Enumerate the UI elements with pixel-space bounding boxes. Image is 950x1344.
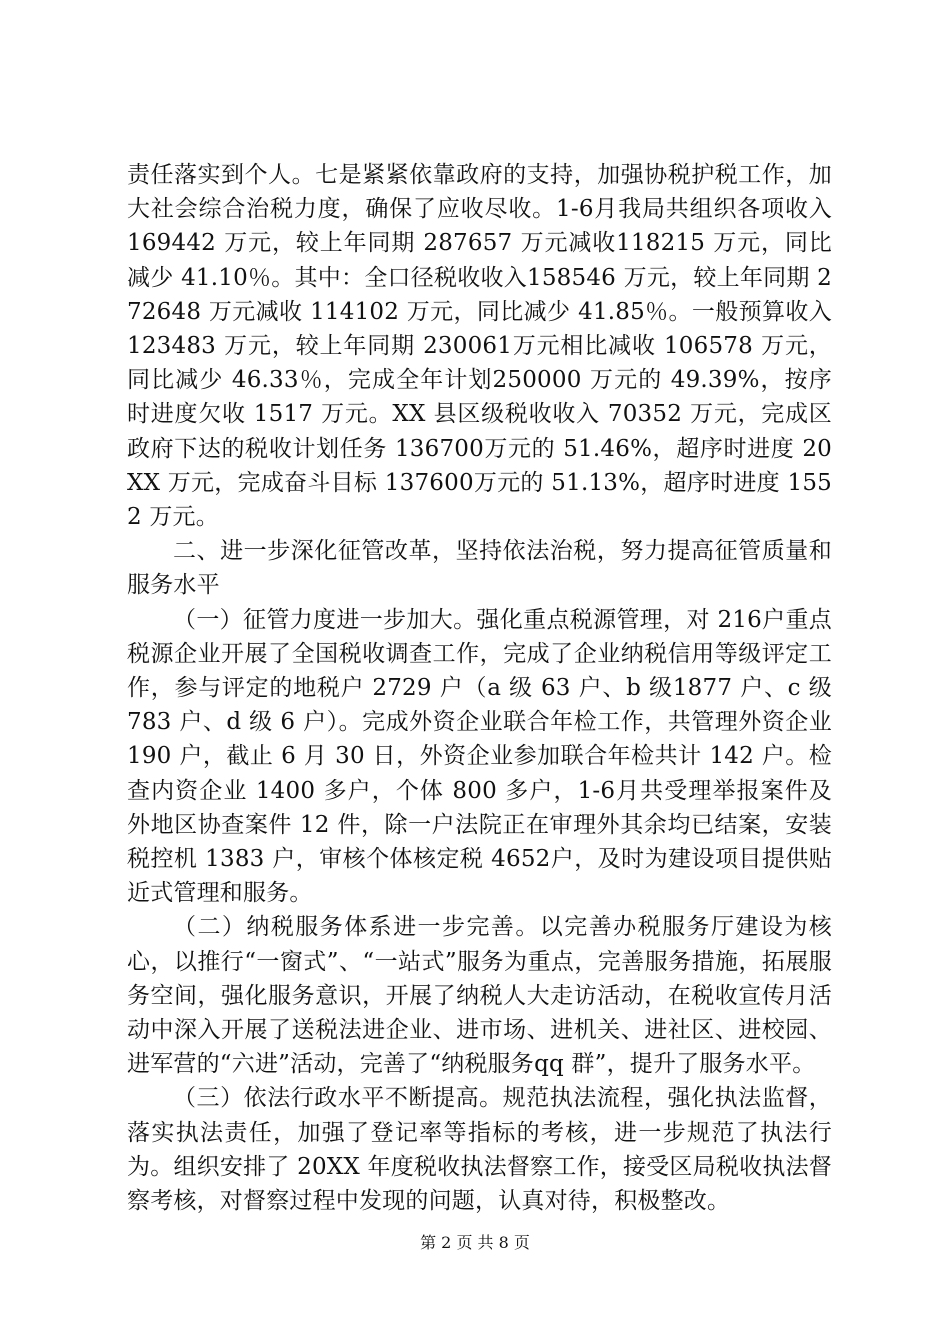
paragraph-collection-management: （一）征管力度进一步加大。强化重点税源管理，对 216户重点税源企业开展了全国税收调查工作，完成了企业纳税信用等级评定工作，参与评定的地税户 2729 户（a 级 63 户、b 级1877 户、c 级 783 户、d 级 6 户）。完成外资企业联合年检工作，共管理外资企业 190 户，截止 6 月 30 日，外资企业参加联合年检共计 142 户。检查内资企业 1400 多户，个体 800 多户，1-6月共受理举报案件及外地区协查案件 12 件，除一户法院正在审理外其余均已结案，安装税控机 1383 户，审核个体核定税 4652户，及时为建设项目提供贴近式管理和服务。 bbox=[127, 606, 832, 907]
page-number-label: 第 2 页 共 8 页 bbox=[420, 1233, 530, 1252]
page-footer bbox=[0, 1233, 950, 1253]
paragraph-law-enforcement: （三）依法行政水平不断提高。规范执法流程，强化执法监督，落实执法责任，加强了登记率等指标的考核，进一步规范了执法行为。组织安排了 20XX 年度税收执法督察工作，接受区局税收执法督察考核，对督察过程中发现的问题，认真对待，积极整改。 bbox=[127, 1085, 832, 1215]
section-heading-2: 二、进一步深化征管改革，坚持依法治税，努力提高征管质量和服务水平 bbox=[127, 538, 832, 599]
paragraph-revenue-summary: 责任落实到个人。七是紧紧依靠政府的支持，加强协税护税工作，加大社会综合治税力度，确保了应收尽收。1-6月我局共组织各项收入 169442 万元，较上年同期 287657 万元减收118215 万元，同比减少 41.10％。其中：全口径税收收入158546 万元，较上年同期 272648 万元减收 114102 万元，同比减少 41.85％。一般预算收入 123483 万元，较上年同期 230061万元相比减收 106578 万元，同比减少 46.33％，完成全年计划250000 万元的 49.39%，按序时进度欠收 1517 万元。XX 县区级税收收入 70352 万元，完成区政府下达的税收计划任务 136700万元的 51.46%，超序时进度 20XX 万元，完成奋斗目标 137600万元的 51.13%，超序时进度 1552 万元。 bbox=[127, 162, 832, 531]
document-body bbox=[127, 158, 832, 1218]
paragraph-taxpayer-service: （二）纳税服务体系进一步完善。以完善办税服务厅建设为核心，以推行“一窗式”、“一站式”服务为重点，完善服务措施，拓展服务空间，强化服务意识，开展了纳税人大走访活动，在税收宣传月活动中深入开展了送税法进企业、进市场、进机关、进社区、进校园、进军营的“六进”活动，完善了“纳税服务qq 群”，提升了服务水平。 bbox=[127, 914, 832, 1078]
